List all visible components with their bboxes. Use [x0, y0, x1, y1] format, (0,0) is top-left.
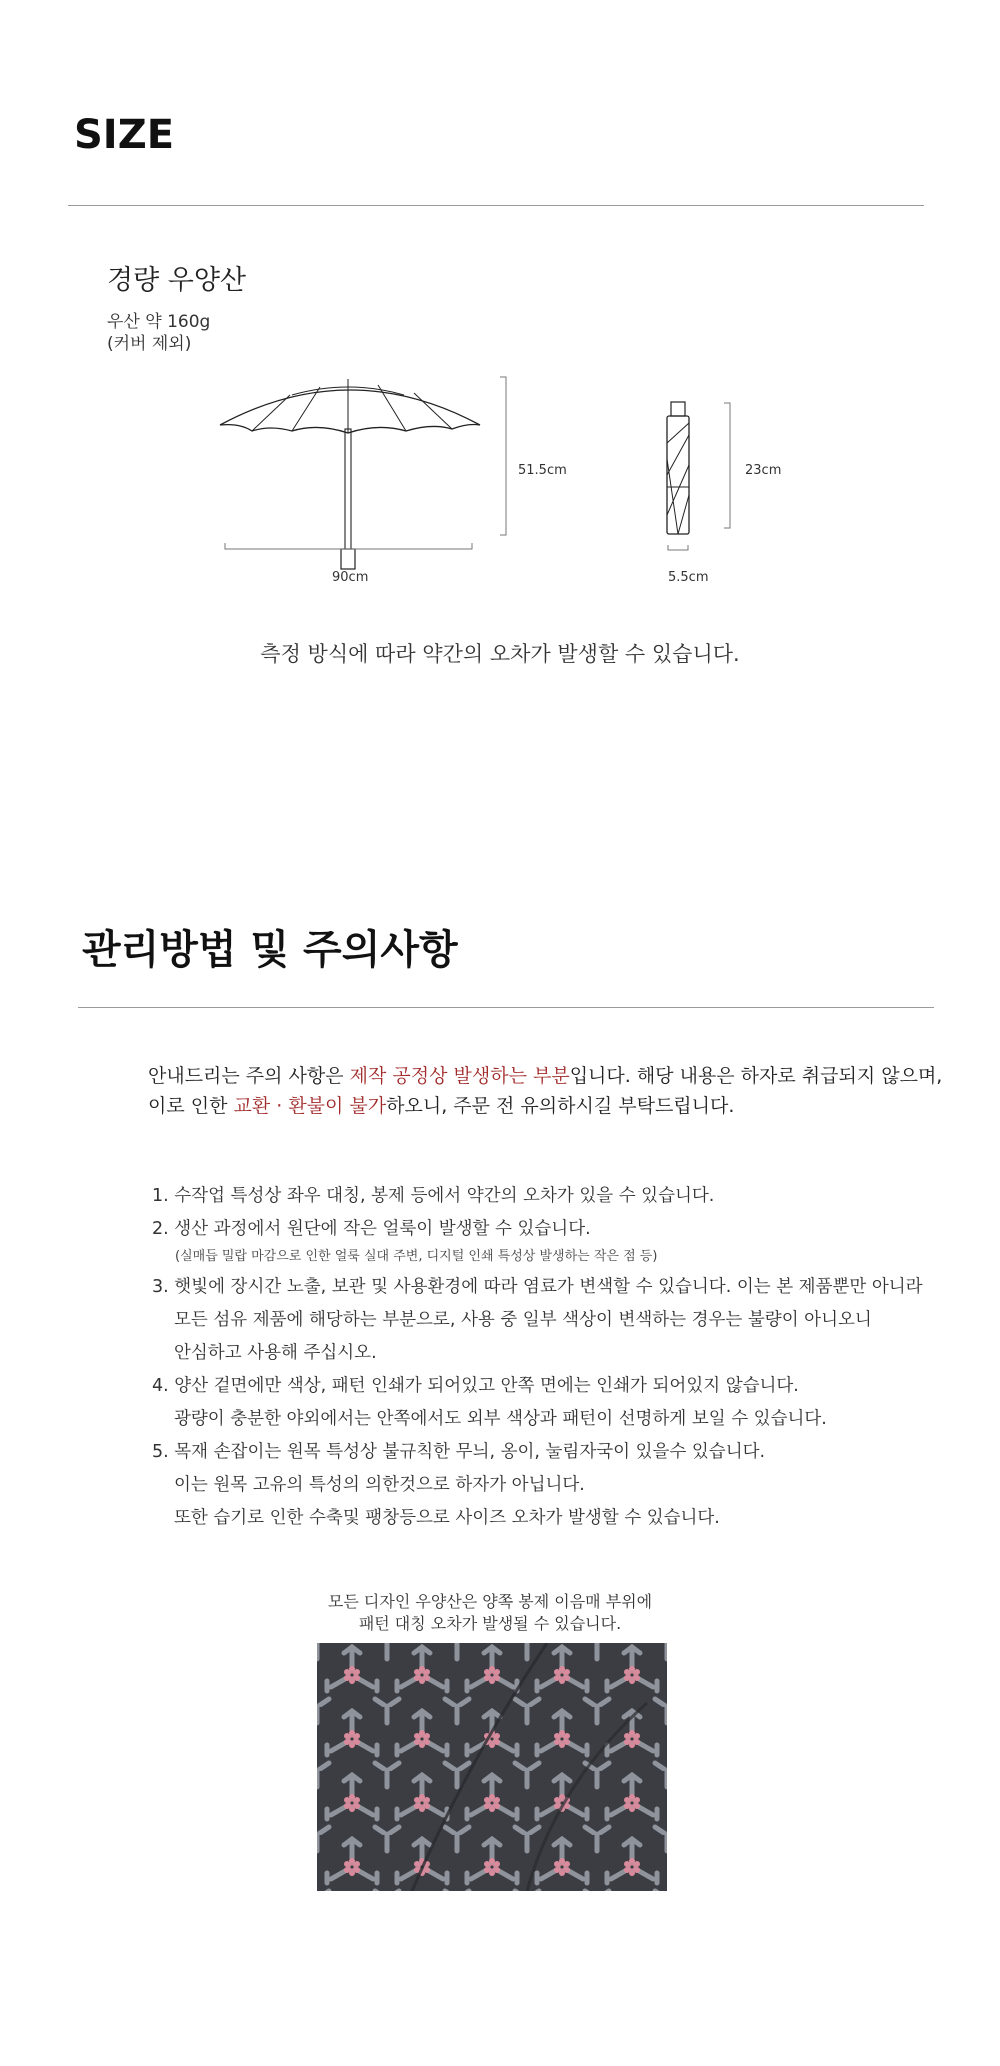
care-item-3-cont: 안심하고 사용해 주십시오.	[174, 1343, 377, 1363]
umbrella-fabric-pattern-image	[317, 1643, 667, 1891]
care-intro-line-2	[148, 1091, 734, 1118]
care-item-3-cont: 모든 섬유 제품에 해당하는 부분으로, 사용 중 일부 색상이 변색하는 경우는 불량이 아니오니	[174, 1310, 872, 1330]
product-weight: 우산 약 160g	[107, 312, 211, 332]
open-umbrella-illustration	[200, 365, 560, 590]
care-item-3: 3. 햇빛에 장시간 노출, 보관 및 사용환경에 따라 염료가 변색할 수 있습니다. 이는 본 제품뿐만 아니라	[152, 1277, 923, 1297]
intro-text: 안내드리는 주의 사항은	[148, 1065, 350, 1087]
intro-text: 이로 인한	[148, 1095, 234, 1117]
intro-highlight: 교환 · 환불이 불가	[233, 1095, 387, 1117]
care-item-5-cont: 또한 습기로 인한 수축및 팽창등으로 사이즈 오차가 발생할 수 있습니다.	[174, 1508, 720, 1528]
pattern-caption-line-1: 모든 디자인 우양산은 양쪽 봉제 이음매 부위에	[327, 1592, 653, 1611]
care-item-2: 2. 생산 과정에서 원단에 작은 얼룩이 발생할 수 있습니다.	[152, 1219, 591, 1239]
measurement-note: 측정 방식에 따라 약간의 오차가 발생할 수 있습니다.	[260, 642, 740, 666]
intro-highlight: 제작 공정상 발생하는 부분	[349, 1065, 570, 1087]
closed-height-label: 23cm	[745, 463, 782, 478]
intro-text: 입니다. 해당 내용은 하자로 취급되지 않으며,	[569, 1065, 943, 1087]
care-item-4-cont: 광량이 충분한 야외에서는 안쪽에서도 외부 색상과 패턴이 선명하게 보일 수 있습니다.	[174, 1409, 827, 1429]
open-height-label: 51.5cm	[518, 463, 567, 478]
care-item-1: 1. 수작업 특성상 좌우 대칭, 봉제 등에서 약간의 오차가 있을 수 있습니다.	[152, 1186, 715, 1206]
pattern-caption-line-2: 패턴 대칭 오차가 발생될 수 있습니다.	[358, 1614, 622, 1633]
open-width-label: 90cm	[332, 570, 369, 585]
care-item-2-note: (실매듭 밀랍 마감으로 인한 얼룩 실대 주변, 디지털 인쇄 특성상 발생하는 작은 점 등)	[175, 1249, 658, 1264]
care-intro-line-1	[148, 1061, 942, 1088]
care-item-4: 4. 양산 겉면에만 색상, 패턴 인쇄가 되어있고 안쪽 면에는 인쇄가 되어있지 않습니다.	[152, 1376, 799, 1396]
product-weight-note: (커버 제외)	[107, 334, 192, 354]
care-item-5: 5. 목재 손잡이는 원목 특성상 불규칙한 무늬, 옹이, 눌림자국이 있을수 있습니다.	[152, 1442, 766, 1462]
intro-text: 하오니, 주문 전 유의하시길 부탁드립니다.	[386, 1095, 735, 1117]
size-section-title: SIZE	[74, 112, 175, 158]
care-section-title: 관리방법 및 주의사항	[82, 927, 458, 973]
care-divider	[78, 1007, 934, 1008]
closed-width-label: 5.5cm	[668, 570, 709, 585]
care-item-5-cont: 이는 원목 고유의 특성의 의한것으로 하자가 아닙니다.	[174, 1475, 585, 1495]
closed-umbrella-illustration	[660, 395, 760, 565]
size-divider	[68, 205, 924, 206]
product-name: 경량 우양산	[107, 265, 246, 296]
